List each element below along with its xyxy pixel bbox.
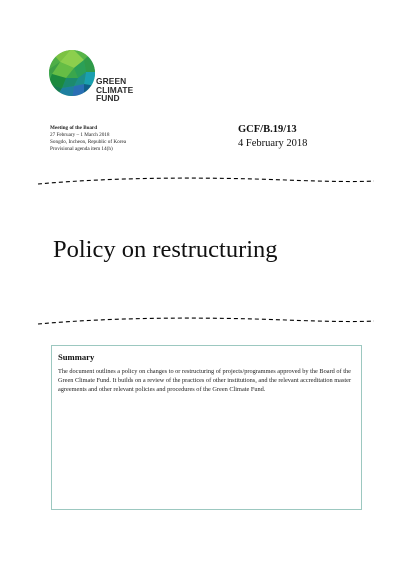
top-divider bbox=[36, 175, 376, 191]
document-code: GCF/B.19/13 bbox=[238, 124, 297, 135]
meeting-label: Meeting of the Board bbox=[50, 125, 98, 131]
meeting-info bbox=[50, 125, 230, 153]
meeting-agenda-item: Provisional agenda item 14(h) bbox=[50, 146, 113, 152]
bottom-divider bbox=[36, 314, 376, 330]
gcf-globe-icon bbox=[48, 48, 96, 98]
document-date: 4 February 2018 bbox=[238, 138, 308, 149]
logo-line-climate: CLIMATE bbox=[96, 84, 134, 95]
logo-line-green: GREEN bbox=[96, 76, 127, 86]
meeting-location: Songdo, Incheon, Republic of Korea bbox=[50, 139, 127, 145]
summary-heading: Summary bbox=[58, 352, 95, 362]
logo-line-fund: FUND bbox=[96, 93, 120, 104]
meeting-dates: 27 February – 1 March 2018 bbox=[50, 132, 110, 138]
document-title: Policy on restructuring bbox=[53, 236, 278, 263]
summary-text: The document outlines a policy on changes to or restructuring of projects/programmes approved by the Board of the Green Climate Fund. It builds on a review of the practices of other institutions, and the relevant accreditation master agreements and other relevant policies and procedures of the Green Climate Fund. bbox=[58, 368, 352, 393]
gcf-wordmark bbox=[96, 77, 133, 103]
document-reference bbox=[238, 123, 307, 151]
gcf-logo bbox=[48, 48, 148, 110]
summary-box bbox=[51, 345, 362, 510]
